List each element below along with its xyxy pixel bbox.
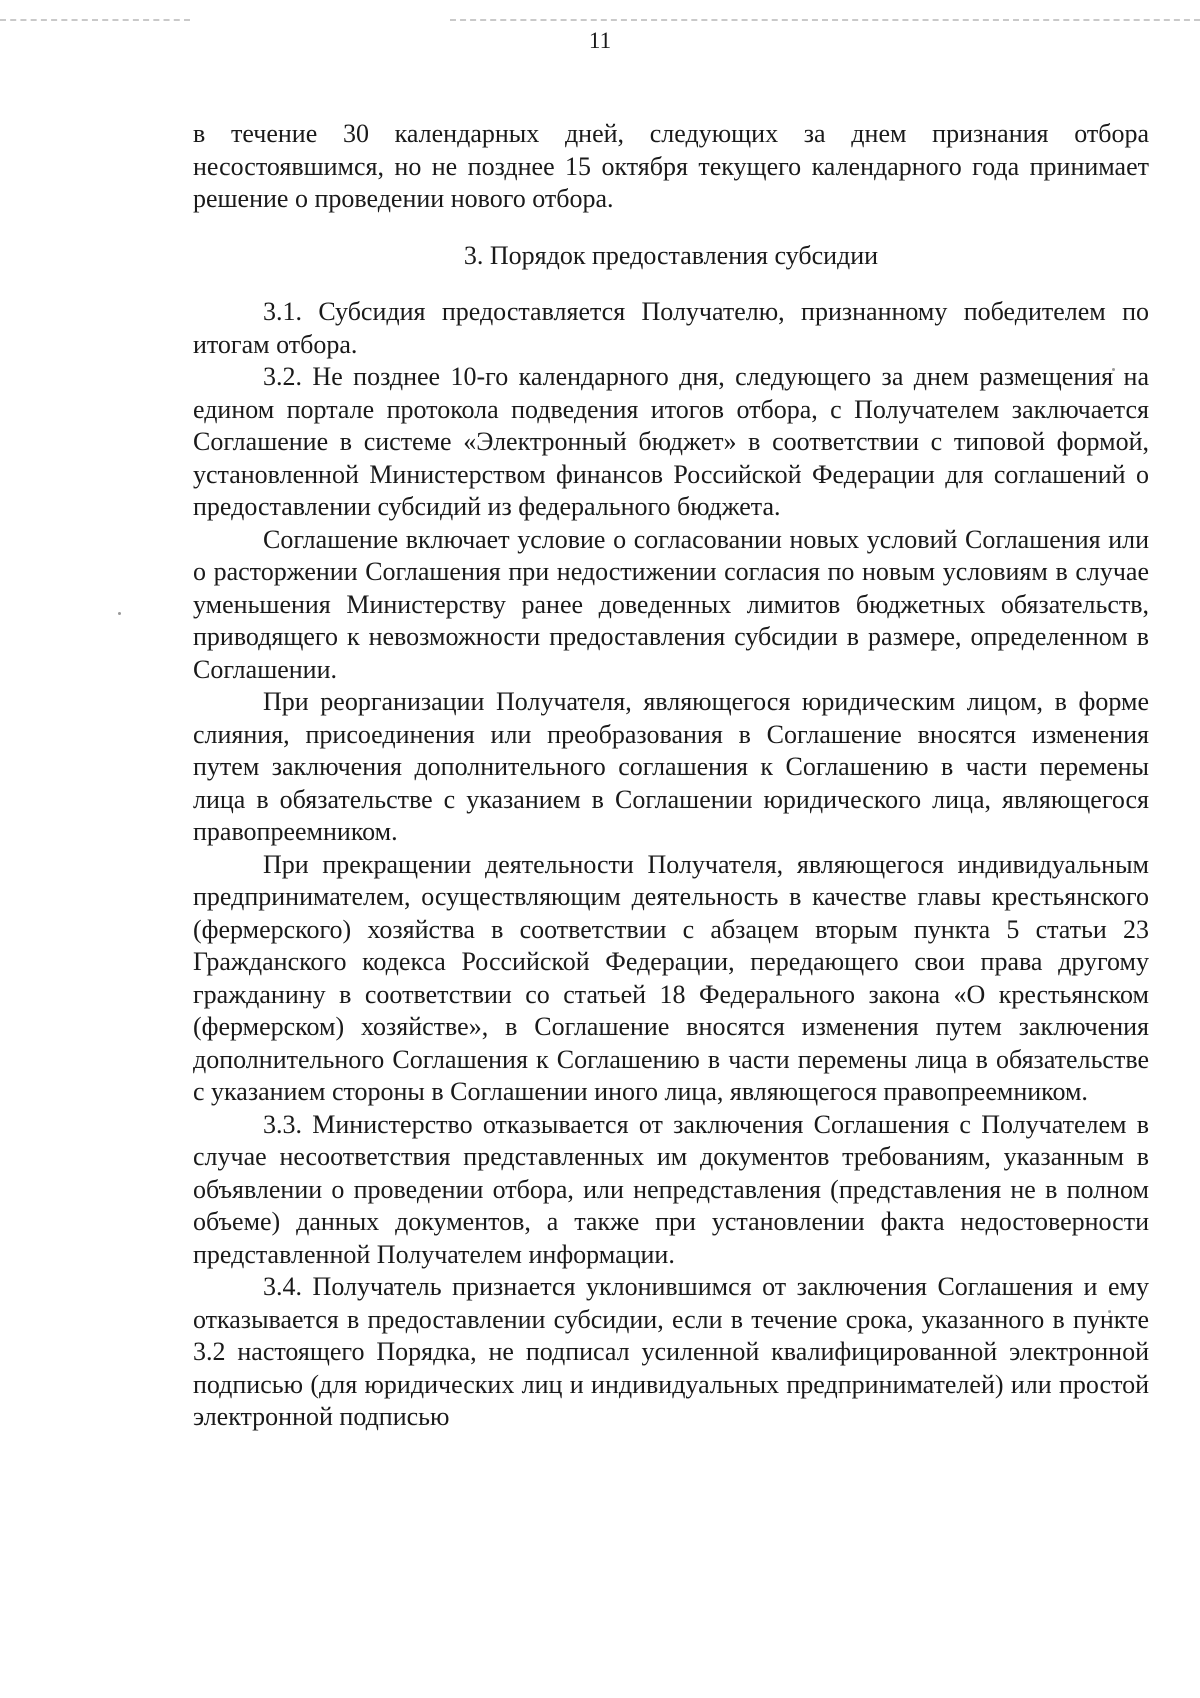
section-heading: 3. Порядок предоставления субсидии [463, 240, 879, 270]
paragraph-3-1: 3.1. Субсидия предоставляется Получателю, признанному победителем по итогам отбора. [193, 297, 1149, 359]
paragraph-agreement-conditions: Соглашение включает условие о согласовании новых условий Соглашения или о расторжении Соглашения при недостижении согласия по новым условиям в случае уменьшения Министерству ранее доведенных лимитов бюджетных обязательств, приводящего к невозможности предоставления субсидии в размере, определенном в Соглашении. [193, 524, 1149, 684]
document-body [193, 118, 1149, 1434]
paragraph-termination: При прекращении деятельности Получателя, являющегося индивидуальным предпринимателем, осуществляющим деятельность в качестве главы крестьянского (фермерского) хозяйства в соответствии с абзацем вторым пункта 5 статьи 23 Гражданского кодекса Российской Федерации, передающего свои права другому гражданину в соответствии со статьей 18 Федерального закона «О крестьянском (фермерском) хозяйстве», в Соглашение вносятся изменения путем заключения дополнительного Соглашения к Соглашению в части перемены лица в обязательстве с указанием стороны в Соглашении иного лица, являющегося правопреемником. [193, 849, 1149, 1106]
paragraph-reorganization: При реорганизации Получателя, являющегося юридическим лицом, в форме слияния, присоединения или преобразования в Соглашение вносятся изменения путем заключения дополнительного соглашения к Соглашению в части перемены лица в обязательстве с указанием в Соглашении юридического лица, являющегося правопреемником. [193, 687, 1149, 846]
paragraph-3-3: 3.3. Министерство отказывается от заключения Соглашения с Получателем в случае несоответствия представленных им документов требованиям, указанным в объявлении о проведении отбора, или непредставления (представления не в полном объеме) данных документов, а также при установлении факта недостоверности представленной Получателем информации. [193, 1109, 1149, 1269]
scan-artifact-line [450, 19, 1200, 21]
scan-speck [118, 612, 121, 615]
page-number: 11 [588, 28, 612, 53]
paragraph-3-4: 3.4. Получатель признается уклонившимся от заключения Соглашения и ему отказывается в предоставлении субсидии, если в течение срока, указанного в пункте 3.2 настоящего Порядка, не подписал усиленной квалифицированной электронной подписью (для юридических лиц и индивидуальных предпринимателей) или простой электронной подписью [193, 1272, 1149, 1431]
paragraph-3-2: 3.2. Не позднее 10-го календарного дня, следующего за днем размещения на едином портале протокола подведения итогов отбора, с Получателем заключается Соглашение в системе «Электронный бюджет» в соответствии с типовой формой, установленной Министерством финансов Российской Федерации для соглашений о предоставлении субсидий из федерального бюджета. [193, 362, 1149, 521]
intro-paragraph: в течение 30 календарных дней, следующих за днем признания отбора несостоявшимся, но не позднее 15 октября текущего календарного года принимает решение о проведении нового отбора. [193, 119, 1149, 213]
scan-artifact-line [0, 19, 190, 21]
